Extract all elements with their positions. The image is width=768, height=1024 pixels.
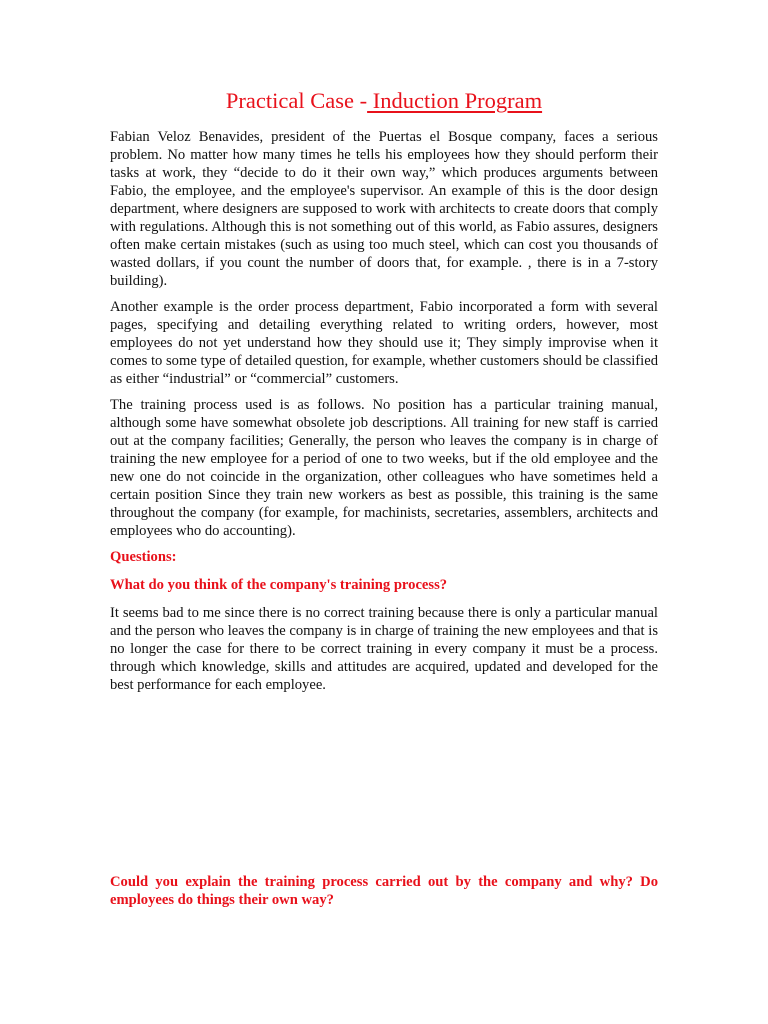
title-underlined: Induction Program — [367, 88, 543, 113]
document-page — [110, 82, 658, 694]
paragraph-3: The training process used is as follows. No position has a particular training manual, although some have somewhat obsolete job descriptions. All training for new staff is carried out at the company facilities; Generally, the person who leaves the company is in charge of training the new employee for a period of one to two weeks, but if the old employee and the new one do not coincide in the organization, other colleagues who have sometimes held a certain position Since they train new workers as best as possible, this training is the same throughout the company (for example, for machinists, secretaries, assemblers, architects and employees who do accounting). — [110, 397, 658, 539]
title-prefix: Practical Case - — [225, 88, 368, 113]
questions-label: Questions: — [110, 549, 177, 565]
document-title — [110, 82, 658, 120]
paragraph-1: Fabian Veloz Benavides, president of the Puertas el Bosque company, faces a serious problem. No matter how many times he tells his employees how they should perform their tasks at work, they “decide to do it their own way,” which produces arguments between Fabio, the employee, and the employee's supervisor. An example of this is the door design department, where designers are supposed to work with architects to create doors that comply with regulations. Although this is not something out of this world, as Fabio assures, designers often make certain mistakes (such as using too much steel, which can cost you thousands of wasted dollars, if you count the number of doors that, for example. , there is in a 7-story building). — [110, 129, 658, 289]
question-2: Could you explain the training process carried out by the company and why? Do employees do things their own way? — [110, 874, 658, 908]
paragraph-2: Another example is the order process department, Fabio incorporated a form with several pages, specifying and detailing everything related to writing orders, however, most employees do not yet understand how they should use it; They simply improvise when it comes to some type of detailed question, for example, whether customers should be classified as either “industrial” or “commercial” customers. — [110, 299, 658, 387]
answer-1: It seems bad to me since there is no correct training because there is only a particular manual and the person who leaves the company is in charge of training the new employees and that is no longer the case for there to be correct training in every company it must be a process. through which knowledge, skills and attitudes are acquired, updated and developed for the best performance for each employee. — [110, 605, 658, 693]
question-1: What do you think of the company's training process? — [110, 577, 448, 593]
